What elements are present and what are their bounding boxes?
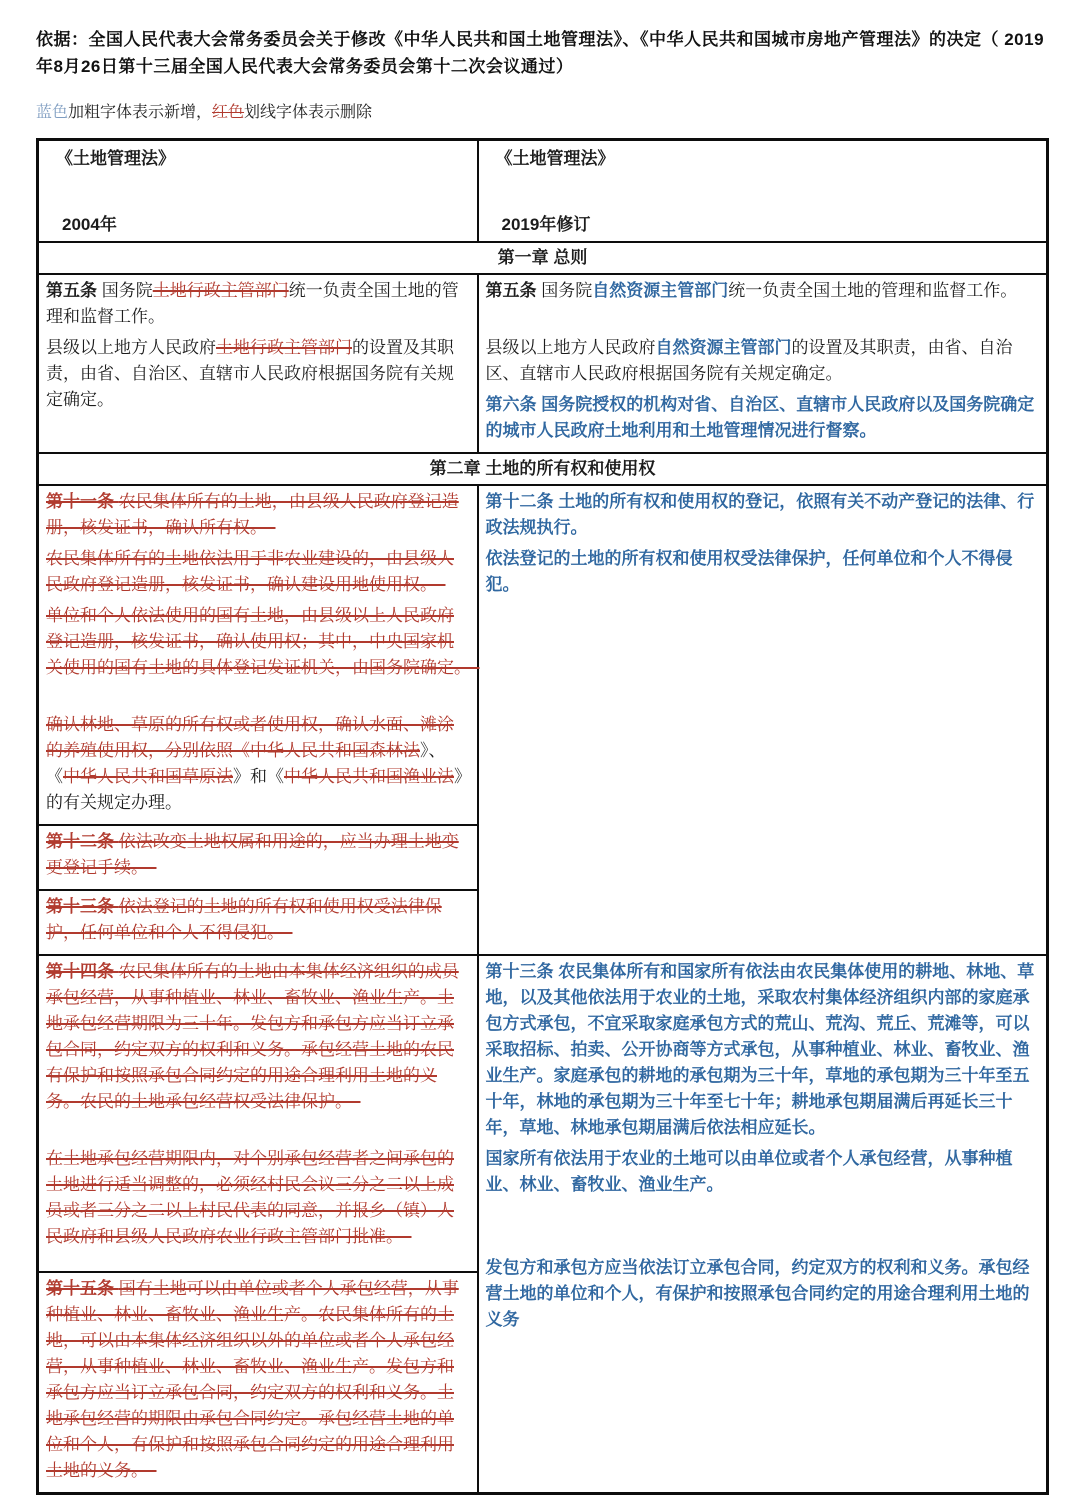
paragraph <box>46 489 470 541</box>
paragraph <box>46 959 470 1115</box>
paragraph <box>46 278 470 330</box>
legend-red-desc: 划线字体表示删除 <box>244 104 373 121</box>
law-title-2019: 《土地管理法》 <box>495 149 615 168</box>
text-segment-del: 单位和个人依法使用的国有土地，由县级以上人民政府登记造册，核发证书，确认使用权；其中，中央国家机关使用的国有土地的具体登记发证机关，由国务院确定。 <box>46 606 480 677</box>
text-segment-add: 第十二条 土地的所有权和使用权的登记，依照有关不动产登记的法律、行政法规执行。 <box>485 492 1035 537</box>
article11-row <box>38 485 1048 825</box>
paragraph <box>46 712 470 816</box>
text-segment-normal: 统一负责全国土地的管理和监督工作。 <box>46 281 459 326</box>
paragraph <box>46 603 480 681</box>
text-segment-del: 土地行政主管部门 <box>152 281 289 300</box>
article5-row <box>38 274 1048 453</box>
cell-article11-2004 <box>38 485 478 825</box>
paragraph <box>46 829 470 881</box>
paragraph <box>46 335 470 413</box>
paragraph <box>486 392 1040 444</box>
text-segment-normal: 》、《 <box>46 741 446 786</box>
text-segment-normal: 国务院 <box>541 281 593 300</box>
chapter-two-title: 第二章 土地的所有权和使用权 <box>38 453 1048 485</box>
cell-article13-2004 <box>38 890 478 955</box>
legend-blue-word: 蓝色 <box>36 104 69 121</box>
paragraph <box>46 546 470 598</box>
text-segment-del: 依法登记的土地的所有权和使用权受法律保护，任何单位和个人不得侵犯。 <box>46 897 442 942</box>
text-segment-normal: 》和《 <box>233 767 284 786</box>
paragraph <box>46 1146 470 1250</box>
text-segment-add: 发包方和承包方应当依法订立承包合同，约定双方的权利和义务。承包经营土地的单位和个人，有保护和按照承包合同约定的用途合理利用土地的义务 <box>485 1258 1030 1329</box>
text-segment-del-bold: 第十五条 <box>46 1279 119 1298</box>
chapter-one-title: 第一章 总则 <box>38 242 1048 274</box>
text-segment-del-bold: 第十三条 <box>46 897 119 916</box>
text-segment-bold: 第五条 <box>485 281 542 300</box>
paragraph <box>486 959 1040 1141</box>
text-segment-normal: 县级以上地方人民政府 <box>46 338 216 357</box>
text-segment-normal: 的设置及其职责，由省、自治区、直辖市人民政府根据国务院有关规定确定。 <box>46 338 454 409</box>
paragraph <box>46 894 470 946</box>
text-segment-normal: 的设置及其职责，由省、自治区、直辖市人民政府根据国务院有关规定确定。 <box>485 338 1013 383</box>
text-segment-del-bold: 第十二条 <box>46 832 119 851</box>
source-note: 依据：全国人民代表大会常务委员会关于修改《中华人民共和国土地管理法》、《中华人民共和国城市房地产管理法》的决定（ 2019年8月26日第十三届全国人民代表大会常务委员会第十二次会议通过） <box>36 30 1045 76</box>
law-title-2004: 《土地管理法》 <box>56 149 175 168</box>
text-segment-del: 土地行政主管部门 <box>216 338 352 357</box>
text-segment-del: 确认林地、草原的所有权或者使用权，确认水面、滩涂的养殖使用权，分别依照《中华人民共和国森林法 <box>46 715 454 760</box>
legend-red-word: 红色 <box>212 104 245 121</box>
text-segment-normal: 县级以上地方人民政府 <box>485 338 656 357</box>
text-segment-normal: 》的有关规定办理。 <box>46 767 463 812</box>
chapter-one-row <box>38 242 1048 274</box>
header-cell-2004 <box>38 140 478 243</box>
table-header-row <box>38 140 1048 243</box>
cell-article12-2004 <box>38 825 478 890</box>
text-segment-add: 国家所有依法用于农业的土地可以由单位或者个人承包经营，从事种植业、林业、畜牧业、渔业生产。 <box>485 1149 1013 1194</box>
paragraph <box>486 489 1040 541</box>
text-segment-del: 农民集体所有的土地由本集体经济组织的成员承包经营，从事种植业、林业、畜牧业、渔业生产。土地承包经营期限为三十年。发包方和承包方应当订立承包合同，约定双方的权利和义务。承包经营土地的农民有保护和按照承包合同约定的用途合理利用土地的义务。农民的土地承包经营权受法律保护。 <box>46 962 459 1111</box>
text-segment-del: 农民集体所有的土地依法用于非农业建设的，由县级人民政府登记造册，核发证书，确认建设用地使用权。 <box>46 549 454 594</box>
article14-row <box>38 955 1048 1272</box>
paragraph <box>486 278 1040 304</box>
header-cell-2019 <box>478 140 1048 243</box>
law-comparison-table <box>36 138 1049 1495</box>
cell-article15-2004 <box>38 1272 478 1494</box>
text-segment-add: 依法登记的土地的所有权和使用权受法律保护，任何单位和个人不得侵犯。 <box>485 549 1013 594</box>
text-segment-add: 自然资源主管部门 <box>655 338 792 357</box>
text-segment-del: 国有土地可以由单位或者个人承包经营，从事种植业、林业、畜牧业、渔业生产。农民集体所有的土地，可以由本集体经济组织以外的单位或者个人承包经营，从事种植业、林业、畜牧业、渔业生产。发包方和承包方应当订立承包合同，约定双方的权利和义务。土地承包经营的期限由承包合同约定。承包经营土地的单位和个人，有保护和按照承包合同约定的用途合理利用土地的义务。 <box>46 1279 459 1480</box>
chapter-two-row <box>38 453 1048 485</box>
law-year-2019: 2019年修订 <box>501 215 591 234</box>
law-year-2004: 2004年 <box>62 215 117 234</box>
text-segment-normal: 国务院 <box>101 281 153 300</box>
text-segment-del-bold: 第十四条 <box>46 962 119 981</box>
text-segment-normal: 统一负责全国土地的管理和监督工作。 <box>728 281 1018 300</box>
text-segment-del: 中华人民共和国渔业法 <box>284 767 454 786</box>
paragraph <box>486 1146 1040 1198</box>
paragraph <box>486 1255 1040 1333</box>
text-segment-del: 在土地承包经营期限内，对个别承包经营者之间承包的土地进行适当调整的，必须经村民会议三分之二以上成员或者三分之二以上村民代表的同意，并报乡（镇）人民政府和县级人民政府农业行政主管部门批准。 <box>46 1149 454 1246</box>
text-segment-del: 中华人民共和国草原法 <box>63 767 233 786</box>
paragraph <box>46 1276 470 1484</box>
cell-article13-2019 <box>478 955 1048 1494</box>
cell-article12-2019 <box>478 485 1048 955</box>
paragraph <box>486 335 1040 387</box>
color-legend <box>36 102 1045 124</box>
text-segment-add: 第六条 国务院授权的机构对省、自治区、直辖市人民政府以及国务院确定的城市人民政府土地利用和土地管理情况进行督察。 <box>485 395 1035 440</box>
cell-article5-2019 <box>478 274 1048 453</box>
text-segment-add: 第十三条 农民集体所有和国家所有依法由农民集体使用的耕地、林地、草地，以及其他依法用于农业的土地，采取农村集体经济组织内部的家庭承包方式承包，不宜采取家庭承包方式的荒山、荒沟、荒丘、荒滩等，可以采取招标、拍卖、公开协商等方式承包，从事种植业、林业、畜牧业、渔业生产。家庭承包的耕地的承包期为三十年，草地的承包期为三十年至五十年，林地的承包期为三十年至七十年；耕地承包期届满后再延长三十年，草地、林地承包期届满后依法相应延长。 <box>485 962 1035 1137</box>
paragraph <box>486 546 1040 598</box>
text-segment-add: 自然资源主管部门 <box>592 281 729 300</box>
text-segment-bold: 第五条 <box>46 281 102 300</box>
text-segment-del: 依法改变土地权属和用途的，应当办理土地变更登记手续。 <box>46 832 459 877</box>
text-segment-del: 农民集体所有的土地，由县级人民政府登记造册，核发证书，确认所有权。 <box>46 492 459 537</box>
legend-blue-desc: 加粗字体表示新增， <box>68 104 213 121</box>
cell-article5-2004 <box>38 274 478 453</box>
cell-article14-2004 <box>38 955 478 1272</box>
text-segment-del-bold: 第十一条 <box>46 492 119 511</box>
